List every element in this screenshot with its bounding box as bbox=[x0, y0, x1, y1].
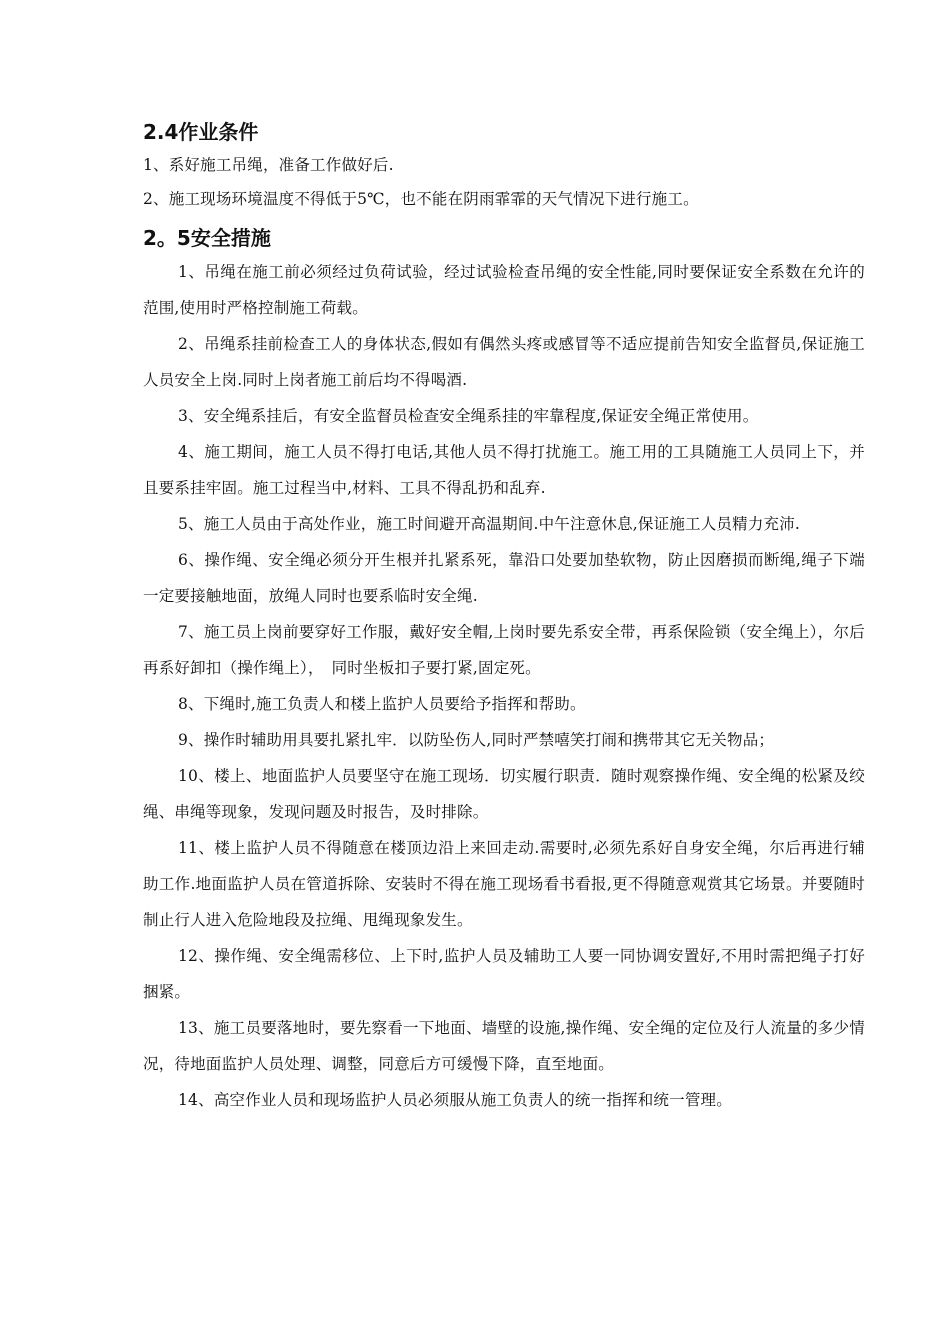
safety-item-12: 12、操作绳、安全绳需移位、上下时,监护人员及辅助工人要一同协调安置好,不用时需把绳子打好捆紧。 bbox=[143, 947, 865, 1001]
safety-item-8: 8、下绳时,施工负责人和楼上监护人员要给予指挥和帮助。 bbox=[178, 695, 586, 713]
condition-item-2: 2、施工现场环境温度不得低于5℃，也不能在阴雨霏霏的天气情况下进行施工。 bbox=[143, 190, 699, 208]
safety-item-7: 7、施工员上岗前要穿好工作服，戴好安全帽,上岗时要先系安全带，再系保险锁（安全绳上），尔后再系好卸扣（操作绳上）， 同时坐板扣子要打紧,固定死。 bbox=[143, 623, 865, 677]
document-page bbox=[143, 118, 865, 1118]
safety-item-14: 14、高空作业人员和现场监护人员必须服从施工负责人的统一指挥和统一管理。 bbox=[178, 1091, 732, 1109]
safety-item-13: 13、施工员要落地时，要先察看一下地面、墙壁的设施,操作绳、安全绳的定位及行人流量的多少情况，待地面监护人员处理、调整，同意后方可缓慢下降，直至地面。 bbox=[143, 1019, 865, 1073]
safety-item-2: 2、吊绳系挂前检查工人的身体状态,假如有偶然头疼或感冒等不适应提前告知安全监督员,保证施工人员安全上岗.同时上岗者施工前后均不得喝酒. bbox=[143, 335, 865, 389]
safety-item-10: 10、楼上、地面监护人员要坚守在施工现场．切实履行职责．随时观察操作绳、安全绳的松紧及绞绳、串绳等现象，发现问题及时报告，及时排除。 bbox=[143, 767, 865, 821]
safety-item-11: 11、楼上监护人员不得随意在楼顶边沿上来回走动.需要时,必须先系好自身安全绳，尔后再进行辅助工作.地面监护人员在管道拆除、安装时不得在施工现场看书看报,更不得随意观赏其它场景。并要随时制止行人进入危险地段及拉绳、甩绳现象发生。 bbox=[143, 839, 865, 929]
section-heading-work-conditions: 2.4作业条件 bbox=[143, 120, 259, 144]
safety-item-9: 9、操作时辅助用具要扎紧扎牢．以防坠伤人,同时严禁嘻笑打闹和携带其它无关物品； bbox=[178, 731, 775, 749]
safety-item-1: 1、吊绳在施工前必须经过负荷试验，经过试验检查吊绳的安全性能,同时要保证安全系数在允许的范围,使用时严格控制施工荷载。 bbox=[143, 263, 865, 317]
condition-item-1: 1、系好施工吊绳，准备工作做好后. bbox=[143, 156, 394, 174]
section-heading-safety-measures: 2。5安全措施 bbox=[143, 226, 271, 250]
safety-item-6: 6、操作绳、安全绳必须分开生根并扎紧系死，靠沿口处要加垫软物，防止因磨损而断绳,绳子下端一定要接触地面，放绳人同时也要系临时安全绳. bbox=[143, 551, 865, 605]
safety-item-3: 3、安全绳系挂后，有安全监督员检查安全绳系挂的牢靠程度,保证安全绳正常使用。 bbox=[178, 407, 759, 425]
safety-item-4: 4、施工期间，施工人员不得打电话,其他人员不得打扰施工。施工用的工具随施工人员同上下，并且要系挂牢固。施工过程当中,材料、工具不得乱扔和乱弃. bbox=[143, 443, 865, 497]
safety-item-5: 5、施工人员由于高处作业，施工时间避开高温期间.中午注意休息,保证施工人员精力充沛. bbox=[178, 515, 801, 533]
